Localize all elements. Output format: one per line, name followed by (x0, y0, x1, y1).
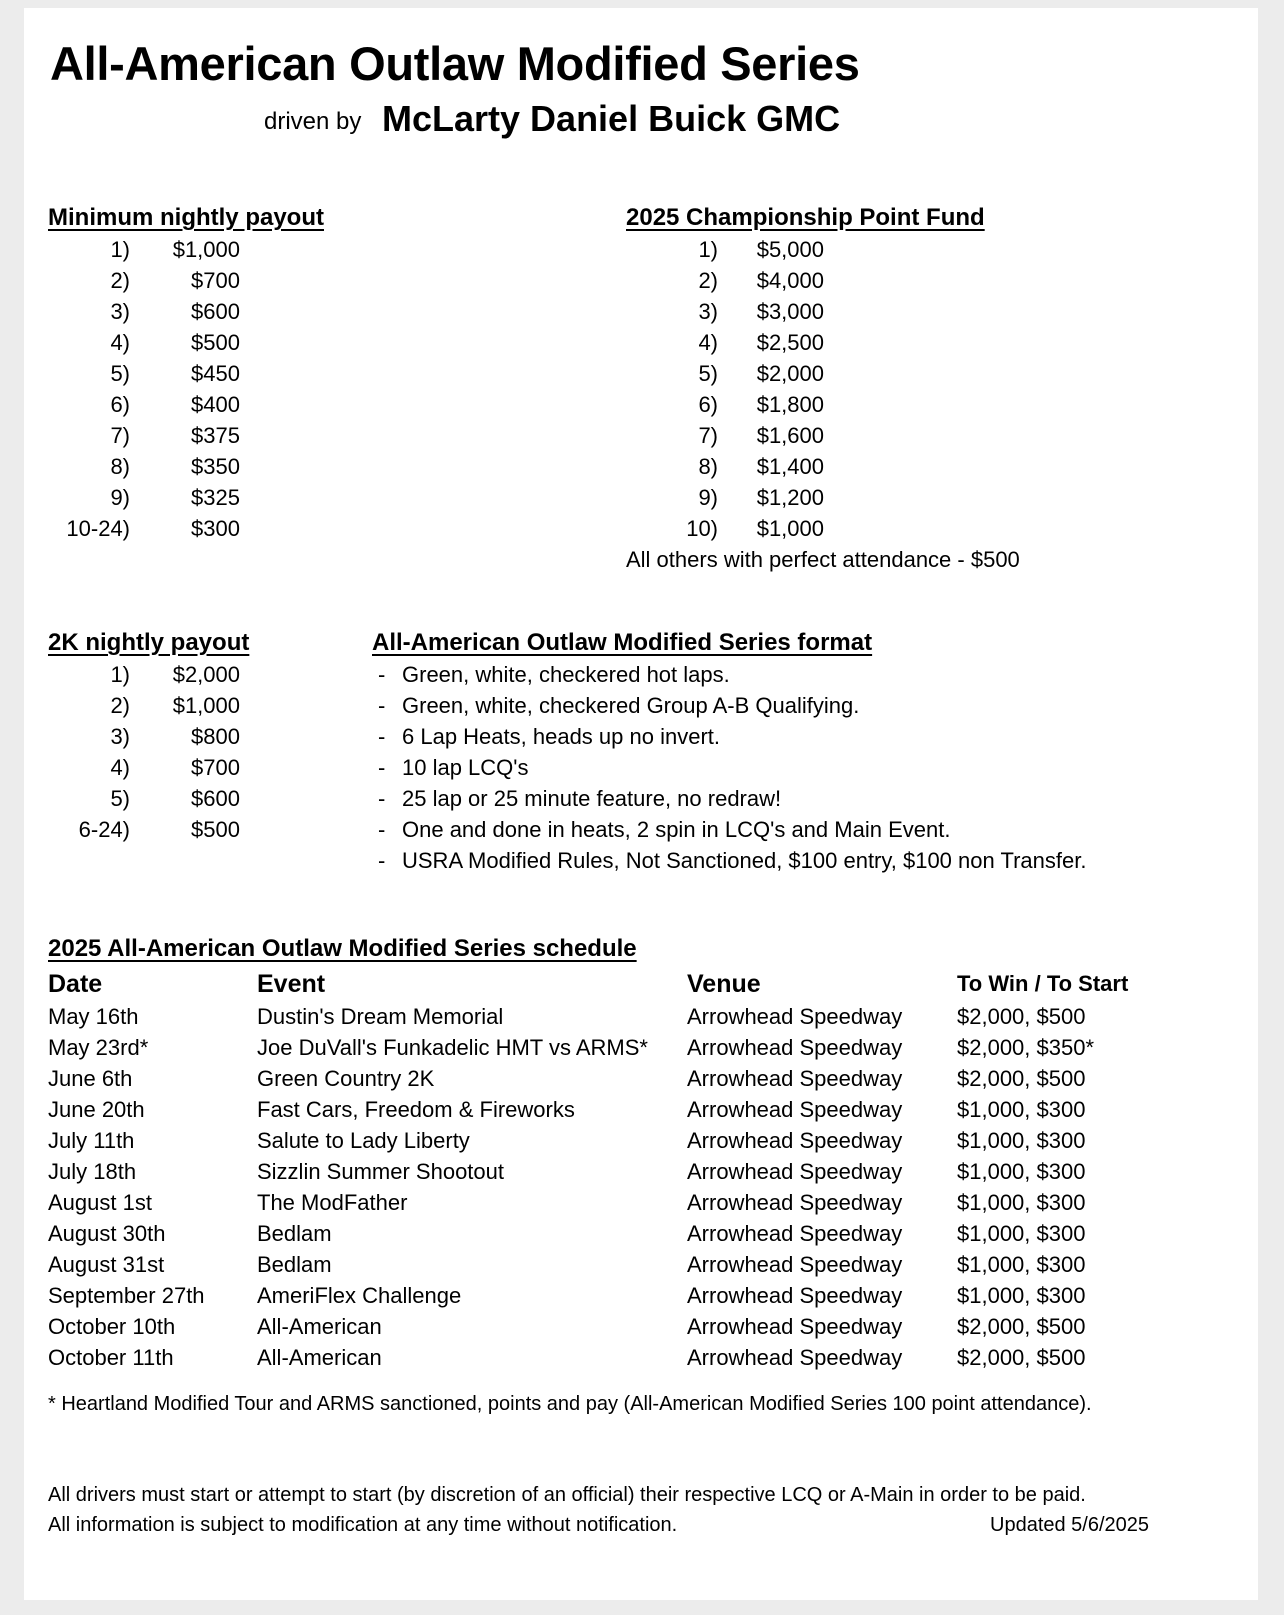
schedule-event: Fast Cars, Freedom & Fireworks (257, 1096, 575, 1122)
point-fund-rank: 10) (686, 516, 718, 541)
schedule-body (48, 1001, 1177, 1373)
schedule-venue: Arrowhead Speedway (687, 1189, 903, 1215)
min-payout-rank: 7) (110, 423, 130, 448)
min-payout-row (48, 420, 324, 451)
schedule-payout: $1,000, $300 (957, 1096, 1086, 1122)
min-payout-row (48, 482, 324, 513)
schedule-venue: Arrowhead Speedway (687, 1220, 903, 1246)
point-fund-row (626, 451, 1020, 482)
schedule-date: June 6th (48, 1065, 133, 1091)
schedule-heading: 2025 All-American Outlaw Modified Series schedule (48, 935, 637, 962)
schedule-date: July 18th (48, 1158, 137, 1184)
min-payout-section (48, 204, 324, 544)
twok-payout-rank: 3) (110, 724, 130, 749)
point-fund-amount: $3,000 (756, 299, 824, 324)
twok-payout-amount: $1,000 (172, 693, 240, 718)
min-payout-amount: $400 (191, 392, 240, 417)
min-payout-rank: 8) (110, 454, 130, 479)
schedule-event: All-American (257, 1344, 382, 1370)
schedule-event: Dustin's Dream Memorial (257, 1003, 504, 1029)
schedule-event: Joe DuVall's Funkadelic HMT vs ARMS* (257, 1034, 648, 1060)
schedule-venue: Arrowhead Speedway (687, 1344, 903, 1370)
format-item-text: Green, white, checkered Group A-B Qualifying. (402, 693, 860, 718)
driven-by-label: driven by (264, 108, 362, 135)
min-payout-row (48, 265, 324, 296)
table-row (48, 1063, 1177, 1094)
schedule-date: August 30th (48, 1220, 166, 1246)
bullet-dash: - (378, 786, 386, 811)
sponsor-name: McLarty Daniel Buick GMC (382, 98, 841, 139)
point-fund-amount: $1,800 (756, 392, 824, 417)
min-payout-rank: 2) (110, 268, 130, 293)
twok-payout-amount: $600 (191, 786, 240, 811)
table-row (48, 1001, 1177, 1032)
schedule-payout: $1,000, $300 (957, 1220, 1086, 1246)
min-payout-row (48, 358, 324, 389)
bullet-dash: - (378, 848, 386, 873)
schedule-date: August 31st (48, 1251, 165, 1277)
twok-payout-amount: $2,000 (172, 662, 240, 687)
table-row (48, 1342, 1177, 1373)
min-payout-heading: Minimum nightly payout (48, 204, 324, 231)
bullet-dash: - (378, 693, 386, 718)
schedule-date: July 11th (48, 1127, 135, 1153)
point-fund-row (626, 296, 1020, 327)
schedule-event: Green Country 2K (257, 1065, 435, 1091)
schedule-venue: Arrowhead Speedway (687, 1158, 903, 1184)
page-title: All-American Outlaw Modified Series (50, 37, 860, 90)
schedule-date: September 27th (48, 1282, 205, 1308)
twok-payout-rank: 6-24) (78, 817, 130, 842)
table-row (48, 1032, 1177, 1063)
schedule-table (48, 967, 1177, 1373)
schedule-payout: $2,000, $500 (957, 1344, 1086, 1370)
min-payout-amount: $350 (191, 454, 240, 479)
bullet-dash: - (378, 817, 386, 842)
format-item-text: One and done in heats, 2 spin in LCQ's and Main Event. (402, 817, 951, 842)
twok-payout-amount: $500 (191, 817, 240, 842)
schedule-payout: $1,000, $300 (957, 1158, 1086, 1184)
point-fund-row (626, 420, 1020, 451)
point-fund-row (626, 234, 1020, 265)
schedule-venue: Arrowhead Speedway (687, 1003, 903, 1029)
point-fund-amount: $4,000 (756, 268, 824, 293)
bullet-dash: - (378, 662, 386, 687)
point-fund-rank: 7) (698, 423, 718, 448)
min-payout-rank: 1) (110, 237, 130, 262)
schedule-payout: $2,000, $500 (957, 1003, 1086, 1029)
schedule-event: The ModFather (257, 1189, 408, 1215)
min-payout-rank: 6) (110, 392, 130, 417)
min-payout-row (48, 389, 324, 420)
schedule-venue: Arrowhead Speedway (687, 1096, 903, 1122)
schedule-venue: Arrowhead Speedway (687, 1065, 903, 1091)
twok-payout-rank: 5) (110, 786, 130, 811)
format-list (372, 659, 1086, 876)
format-item-text: USRA Modified Rules, Not Sanctioned, $100 entry, $100 non Transfer. (402, 848, 1087, 873)
min-payout-row (48, 327, 324, 358)
min-payout-rank: 3) (110, 299, 130, 324)
min-payout-row (48, 296, 324, 327)
twok-payout-rank: 2) (110, 693, 130, 718)
min-payout-amount: $500 (191, 330, 240, 355)
point-fund-row (626, 265, 1020, 296)
schedule-venue: Arrowhead Speedway (687, 1251, 903, 1277)
twok-payout-row (48, 721, 249, 752)
format-item (372, 659, 1086, 690)
twok-payout-row (48, 783, 249, 814)
disclaimer-line-1: All drivers must start or attempt to start (by discretion of an official) their respective LCQ or A-Main in order to be paid. (48, 1484, 1086, 1506)
updated-date: Updated 5/6/2025 (990, 1514, 1150, 1536)
table-row (48, 1280, 1177, 1311)
min-payout-amount: $700 (191, 268, 240, 293)
schedule-date: May 23rd* (48, 1034, 149, 1060)
min-payout-rank: 9) (110, 485, 130, 510)
table-row (48, 1125, 1177, 1156)
table-row (48, 1094, 1177, 1125)
min-payout-list (48, 234, 324, 544)
min-payout-amount: $1,000 (172, 237, 240, 262)
schedule-date: October 11th (48, 1344, 174, 1370)
point-fund-rank: 2) (698, 268, 718, 293)
point-fund-amount: $5,000 (756, 237, 824, 262)
twok-payout-row (48, 690, 249, 721)
point-fund-note: All others with perfect attendance - $500 (626, 547, 1020, 572)
bullet-dash: - (378, 724, 386, 749)
min-payout-row (48, 451, 324, 482)
schedule-payout: $1,000, $300 (957, 1282, 1086, 1308)
format-item-text: 10 lap LCQ's (402, 755, 529, 780)
schedule-venue: Arrowhead Speedway (687, 1282, 903, 1308)
column-header-venue: Venue (687, 969, 761, 998)
point-fund-rank: 8) (698, 454, 718, 479)
format-item (372, 783, 1086, 814)
schedule-payout: $1,000, $300 (957, 1127, 1086, 1153)
point-fund-section (626, 204, 1020, 575)
point-fund-rank: 6) (698, 392, 718, 417)
schedule-date: May 16th (48, 1003, 139, 1029)
twok-payout-amount: $800 (191, 724, 240, 749)
table-row (48, 1218, 1177, 1249)
point-fund-row (626, 482, 1020, 513)
schedule-date: August 1st (48, 1189, 152, 1215)
twok-payout-row (48, 659, 249, 690)
twok-payout-row (48, 814, 249, 845)
table-row (48, 1156, 1177, 1187)
point-fund-row (626, 358, 1020, 389)
schedule-section (48, 935, 1177, 1373)
min-payout-row (48, 513, 324, 544)
schedule-header-row (48, 967, 1177, 1001)
schedule-date: October 10th (48, 1313, 176, 1339)
min-payout-row (48, 234, 324, 265)
point-fund-heading: 2025 Championship Point Fund (626, 204, 985, 231)
format-item (372, 845, 1086, 876)
point-fund-amount: $2,500 (756, 330, 824, 355)
schedule-payout: $2,000, $500 (957, 1313, 1086, 1339)
footnote: * Heartland Modified Tour and ARMS sanctioned, points and pay (All-American Modified Series 100 point attendance). (48, 1393, 1092, 1415)
twok-payout-heading: 2K nightly payout (48, 629, 250, 656)
point-fund-amount: $2,000 (756, 361, 824, 386)
format-item (372, 690, 1086, 721)
schedule-payout: $2,000, $350* (957, 1034, 1095, 1060)
twok-payout-rank: 4) (110, 755, 130, 780)
format-heading: All-American Outlaw Modified Series format (372, 629, 873, 656)
schedule-event: Bedlam (257, 1220, 332, 1246)
point-fund-list (626, 234, 1020, 544)
format-item (372, 814, 1086, 845)
format-item-text: Green, white, checkered hot laps. (402, 662, 730, 687)
min-payout-amount: $450 (191, 361, 240, 386)
min-payout-amount: $375 (191, 423, 240, 448)
format-section (372, 629, 1086, 876)
point-fund-row (626, 513, 1020, 544)
min-payout-amount: $600 (191, 299, 240, 324)
disclaimer-line-2: All information is subject to modification at any time without notification. (48, 1514, 678, 1536)
twok-payout-rank: 1) (110, 662, 130, 687)
min-payout-rank: 5) (110, 361, 130, 386)
schedule-event: AmeriFlex Challenge (257, 1282, 462, 1308)
min-payout-amount: $325 (191, 485, 240, 510)
bullet-dash: - (378, 755, 386, 780)
min-payout-rank: 10-24) (66, 516, 130, 541)
schedule-venue: Arrowhead Speedway (687, 1127, 903, 1153)
min-payout-amount: $300 (191, 516, 240, 541)
min-payout-rank: 4) (110, 330, 130, 355)
point-fund-rank: 1) (698, 237, 718, 262)
schedule-payout: $1,000, $300 (957, 1189, 1086, 1215)
schedule-venue: Arrowhead Speedway (687, 1034, 903, 1060)
format-item-text: 6 Lap Heats, heads up no invert. (402, 724, 720, 749)
format-item (372, 752, 1086, 783)
point-fund-amount: $1,200 (756, 485, 824, 510)
column-header-date: Date (48, 969, 103, 998)
column-header-to-win: To Win / To Start (957, 971, 1129, 996)
point-fund-amount: $1,000 (756, 516, 824, 541)
table-row (48, 1187, 1177, 1218)
schedule-date: June 20th (48, 1096, 145, 1122)
schedule-payout: $2,000, $500 (957, 1065, 1086, 1091)
point-fund-row (626, 389, 1020, 420)
schedule-event: All-American (257, 1313, 382, 1339)
schedule-venue: Arrowhead Speedway (687, 1313, 903, 1339)
twok-payout-list (48, 659, 249, 845)
twok-payout-section (48, 629, 249, 845)
format-item (372, 721, 1086, 752)
schedule-payout: $1,000, $300 (957, 1251, 1086, 1277)
point-fund-amount: $1,400 (756, 454, 824, 479)
schedule-event: Sizzlin Summer Shootout (257, 1158, 504, 1184)
point-fund-amount: $1,600 (756, 423, 824, 448)
point-fund-row (626, 327, 1020, 358)
schedule-event: Salute to Lady Liberty (257, 1127, 470, 1153)
point-fund-rank: 4) (698, 330, 718, 355)
twok-payout-row (48, 752, 249, 783)
point-fund-rank: 5) (698, 361, 718, 386)
table-row (48, 1249, 1177, 1280)
twok-payout-amount: $700 (191, 755, 240, 780)
schedule-event: Bedlam (257, 1251, 332, 1277)
table-row (48, 1311, 1177, 1342)
column-header-event: Event (257, 969, 326, 998)
point-fund-rank: 3) (698, 299, 718, 324)
point-fund-rank: 9) (698, 485, 718, 510)
format-item-text: 25 lap or 25 minute feature, no redraw! (402, 786, 782, 811)
